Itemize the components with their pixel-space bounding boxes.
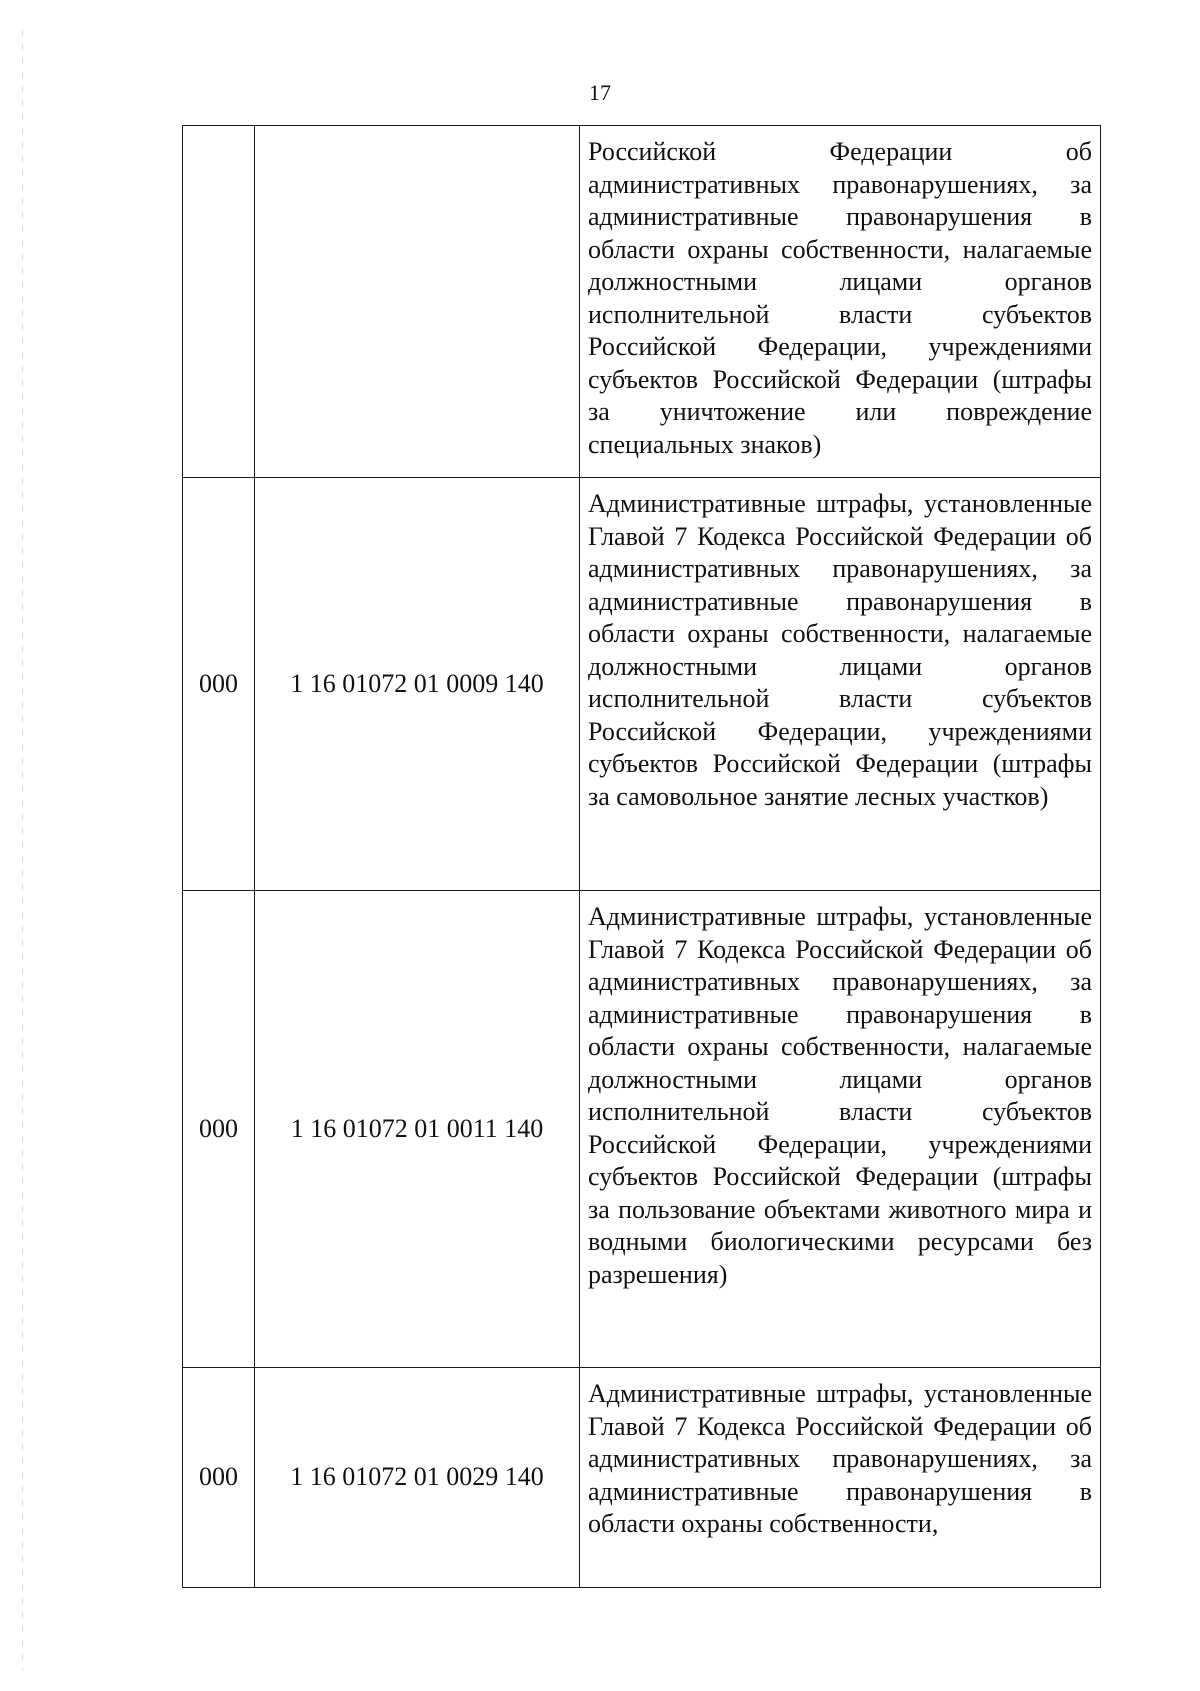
table-row: [183, 891, 1101, 1368]
budget-codes-table: [182, 125, 1101, 1588]
page-number: 17: [589, 80, 611, 105]
table-row: [183, 126, 1101, 478]
admin-code-cell: 000: [183, 478, 255, 891]
kbk-code-cell: 1 16 01072 01 0011 140: [255, 891, 580, 1368]
description-cell: Административные штрафы, установленные Главой 7 Кодекса Российской Федерации об административных правонарушениях, за административные правонарушения в области охраны собственности, налагаемые должностными лицами органов исполнительной власти субъектов Российской Федерации, учреждениями субъектов Российской Федерации (штрафы за самовольное занятие лесных участков): [580, 478, 1101, 891]
table-row: [183, 478, 1101, 891]
kbk-code-cell: 1 16 01072 01 0009 140: [255, 478, 580, 891]
description-cell: Административные штрафы, установленные Главой 7 Кодекса Российской Федерации об административных правонарушениях, за административные правонарушения в области охраны собственности,: [580, 1368, 1101, 1588]
kbk-code-cell: 1 16 01072 01 0029 140: [255, 1368, 580, 1588]
table-row: [183, 1368, 1101, 1588]
scan-edge-mark: [22, 30, 23, 1670]
admin-code-cell: [183, 126, 255, 478]
admin-code-cell: 000: [183, 1368, 255, 1588]
admin-code-cell: 000: [183, 891, 255, 1368]
kbk-code-cell: [255, 126, 580, 478]
description-cell: Российской Федерации об административных правонарушениях, за административные правонарушения в области охраны собственности, налагаемые должностными лицами органов исполнительной власти субъектов Российской Федерации, учреждениями субъектов Российской Федерации (штрафы за уничтожение или повреждение специальных знаков): [580, 126, 1101, 478]
description-cell: Административные штрафы, установленные Главой 7 Кодекса Российской Федерации об административных правонарушениях, за административные правонарушения в области охраны собственности, налагаемые должностными лицами органов исполнительной власти субъектов Российской Федерации, учреждениями субъектов Российской Федерации (штрафы за пользование объектами животного мира и водными биологическими ресурсами без разрешения): [580, 891, 1101, 1368]
